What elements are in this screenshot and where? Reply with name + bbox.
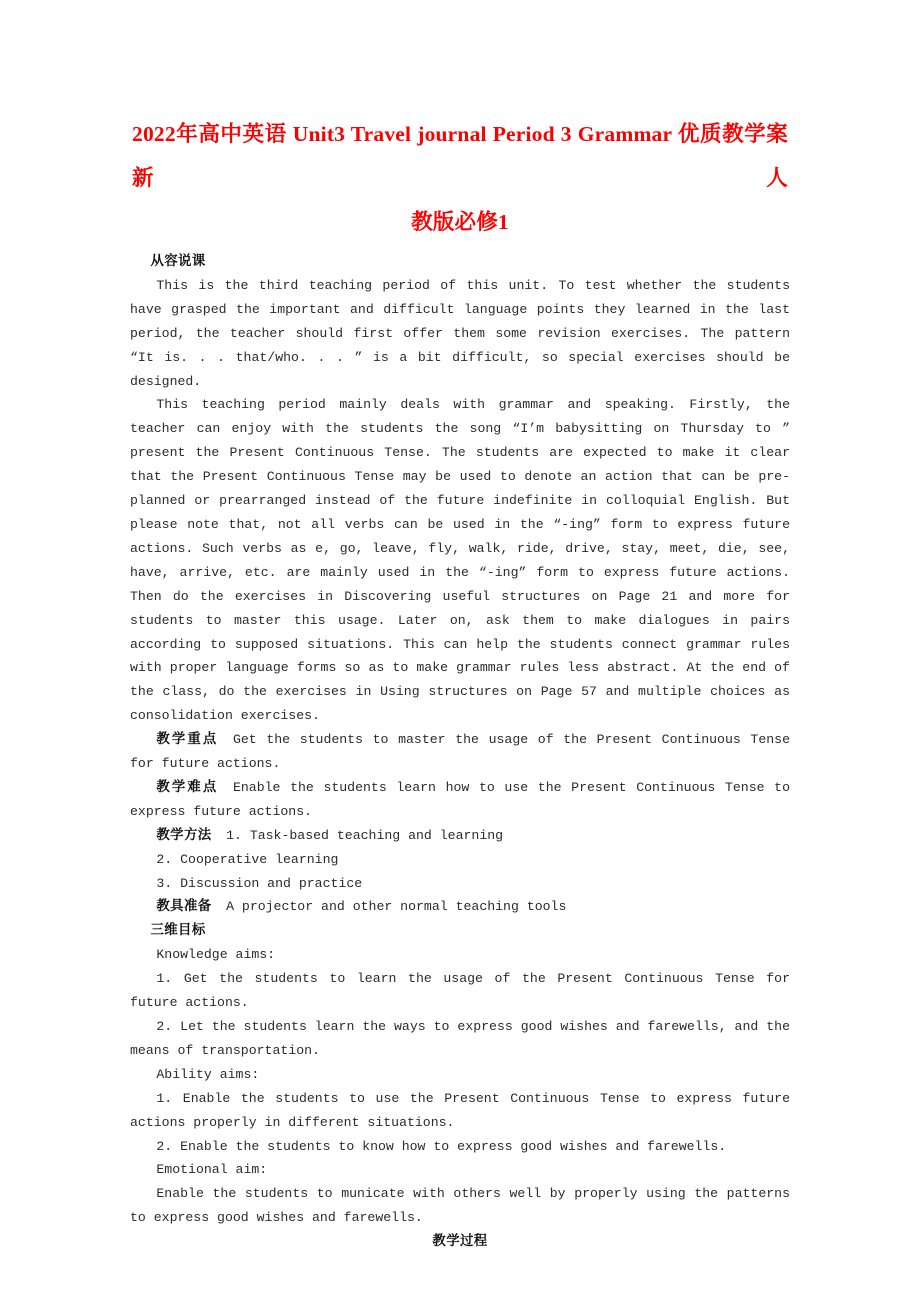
ability-aims-label-row: Ability aims: <box>156 1066 260 1082</box>
aids-row <box>130 895 790 919</box>
document-body <box>130 250 790 1254</box>
footer-heading-row <box>130 1230 790 1254</box>
paragraph-overview-1: This is the third teaching period of this unit. To test whether the students have grasped the important and difficult language points they learned in the last period, the teacher should first offer them some revision exercises. The pattern “It is. . . that/who. . . ” is a bit difficult, so special exercises should be designed. <box>130 277 790 389</box>
difficult-point-row <box>130 776 790 824</box>
key-point-label: 教学重点 <box>156 732 219 748</box>
method-row <box>130 824 790 848</box>
method-item-2-row: 2. Cooperative learning <box>156 851 339 867</box>
ability-aim-1: 1. Enable the students to use the Present Continuous Tense to express future actions properly in different situations. <box>130 1090 790 1130</box>
aids-text: A projector and other normal teaching tools <box>226 899 567 915</box>
page-title-line-1: 2022年高中英语 Unit3 Travel journal Period 3 Grammar 优质教学案 新人 <box>132 122 788 190</box>
objectives-heading-row <box>130 919 790 943</box>
section-heading-congrongshuoke <box>130 250 790 274</box>
emotional-aim-text: Enable the students to municate with others well by properly using the patterns to express good wishes and farewells. <box>130 1186 790 1226</box>
page-title-line-2: 教版必修1 <box>411 210 509 234</box>
paragraph-overview-2: This teaching period mainly deals with grammar and speaking. Firstly, the teacher can enjoy with the students the song “I’m babysitting on Thursday to ” present the Present Continuous Tense. The students are expected to make it clear that the Present Continuous Tense may be used to denote an action that can be pre-planned or prearranged instead of the future indefinite in colloquial English. But please note that, not all verbs can be used in the “-ing” form to express future actions. Such verbs as e, go, leave, fly, walk, ride, drive, stay, meet, die, see, have, arrive, etc. are mainly used in the “-ing” form to express future actions. Then do the exercises in Discovering useful structures on Page 21 and more for students to master this usage. Later on, ask them to make dialogues in pairs according to supposed situations. This can help the students connect grammar rules with proper language forms so as to make grammar rules less abstract. At the end of the class, do the exercises in Using structures on Page 57 and multiple choices as consolidation exercises. <box>130 397 790 724</box>
objectives-label: 三维目标 <box>150 923 206 939</box>
page-title <box>130 112 790 244</box>
method-item-3-row: 3. Discussion and practice <box>156 875 363 891</box>
ability-aim-2: 2. Enable the students to know how to express good wishes and farewells. <box>156 1138 727 1154</box>
key-point-text: Get the students to master the usage of the Present Continuous Tense for future actions. <box>130 732 790 772</box>
knowledge-aims-label-row: Knowledge aims: <box>156 947 276 963</box>
section-heading-label: 从容说课 <box>150 254 206 269</box>
footer-heading-label: 教学过程 <box>432 1234 488 1250</box>
method-item-1: 1. Task-based teaching and learning <box>226 827 504 843</box>
method-label: 教学方法 <box>156 827 212 843</box>
difficult-point-label: 教学难点 <box>156 779 219 795</box>
knowledge-aim-1: 1. Get the students to learn the usage of the Present Continuous Tense for future actions. <box>130 971 790 1011</box>
knowledge-aim-2: 2. Let the students learn the ways to express good wishes and farewells, and the means of transportation. <box>130 1019 790 1058</box>
difficult-point-text: Enable the students learn how to use the Present Continuous Tense to express future actions. <box>130 779 790 819</box>
emotional-aim-label-row: Emotional aim: <box>156 1162 268 1178</box>
aids-label: 教具准备 <box>156 899 212 915</box>
document-content <box>130 112 790 1254</box>
key-point-row <box>130 728 790 776</box>
